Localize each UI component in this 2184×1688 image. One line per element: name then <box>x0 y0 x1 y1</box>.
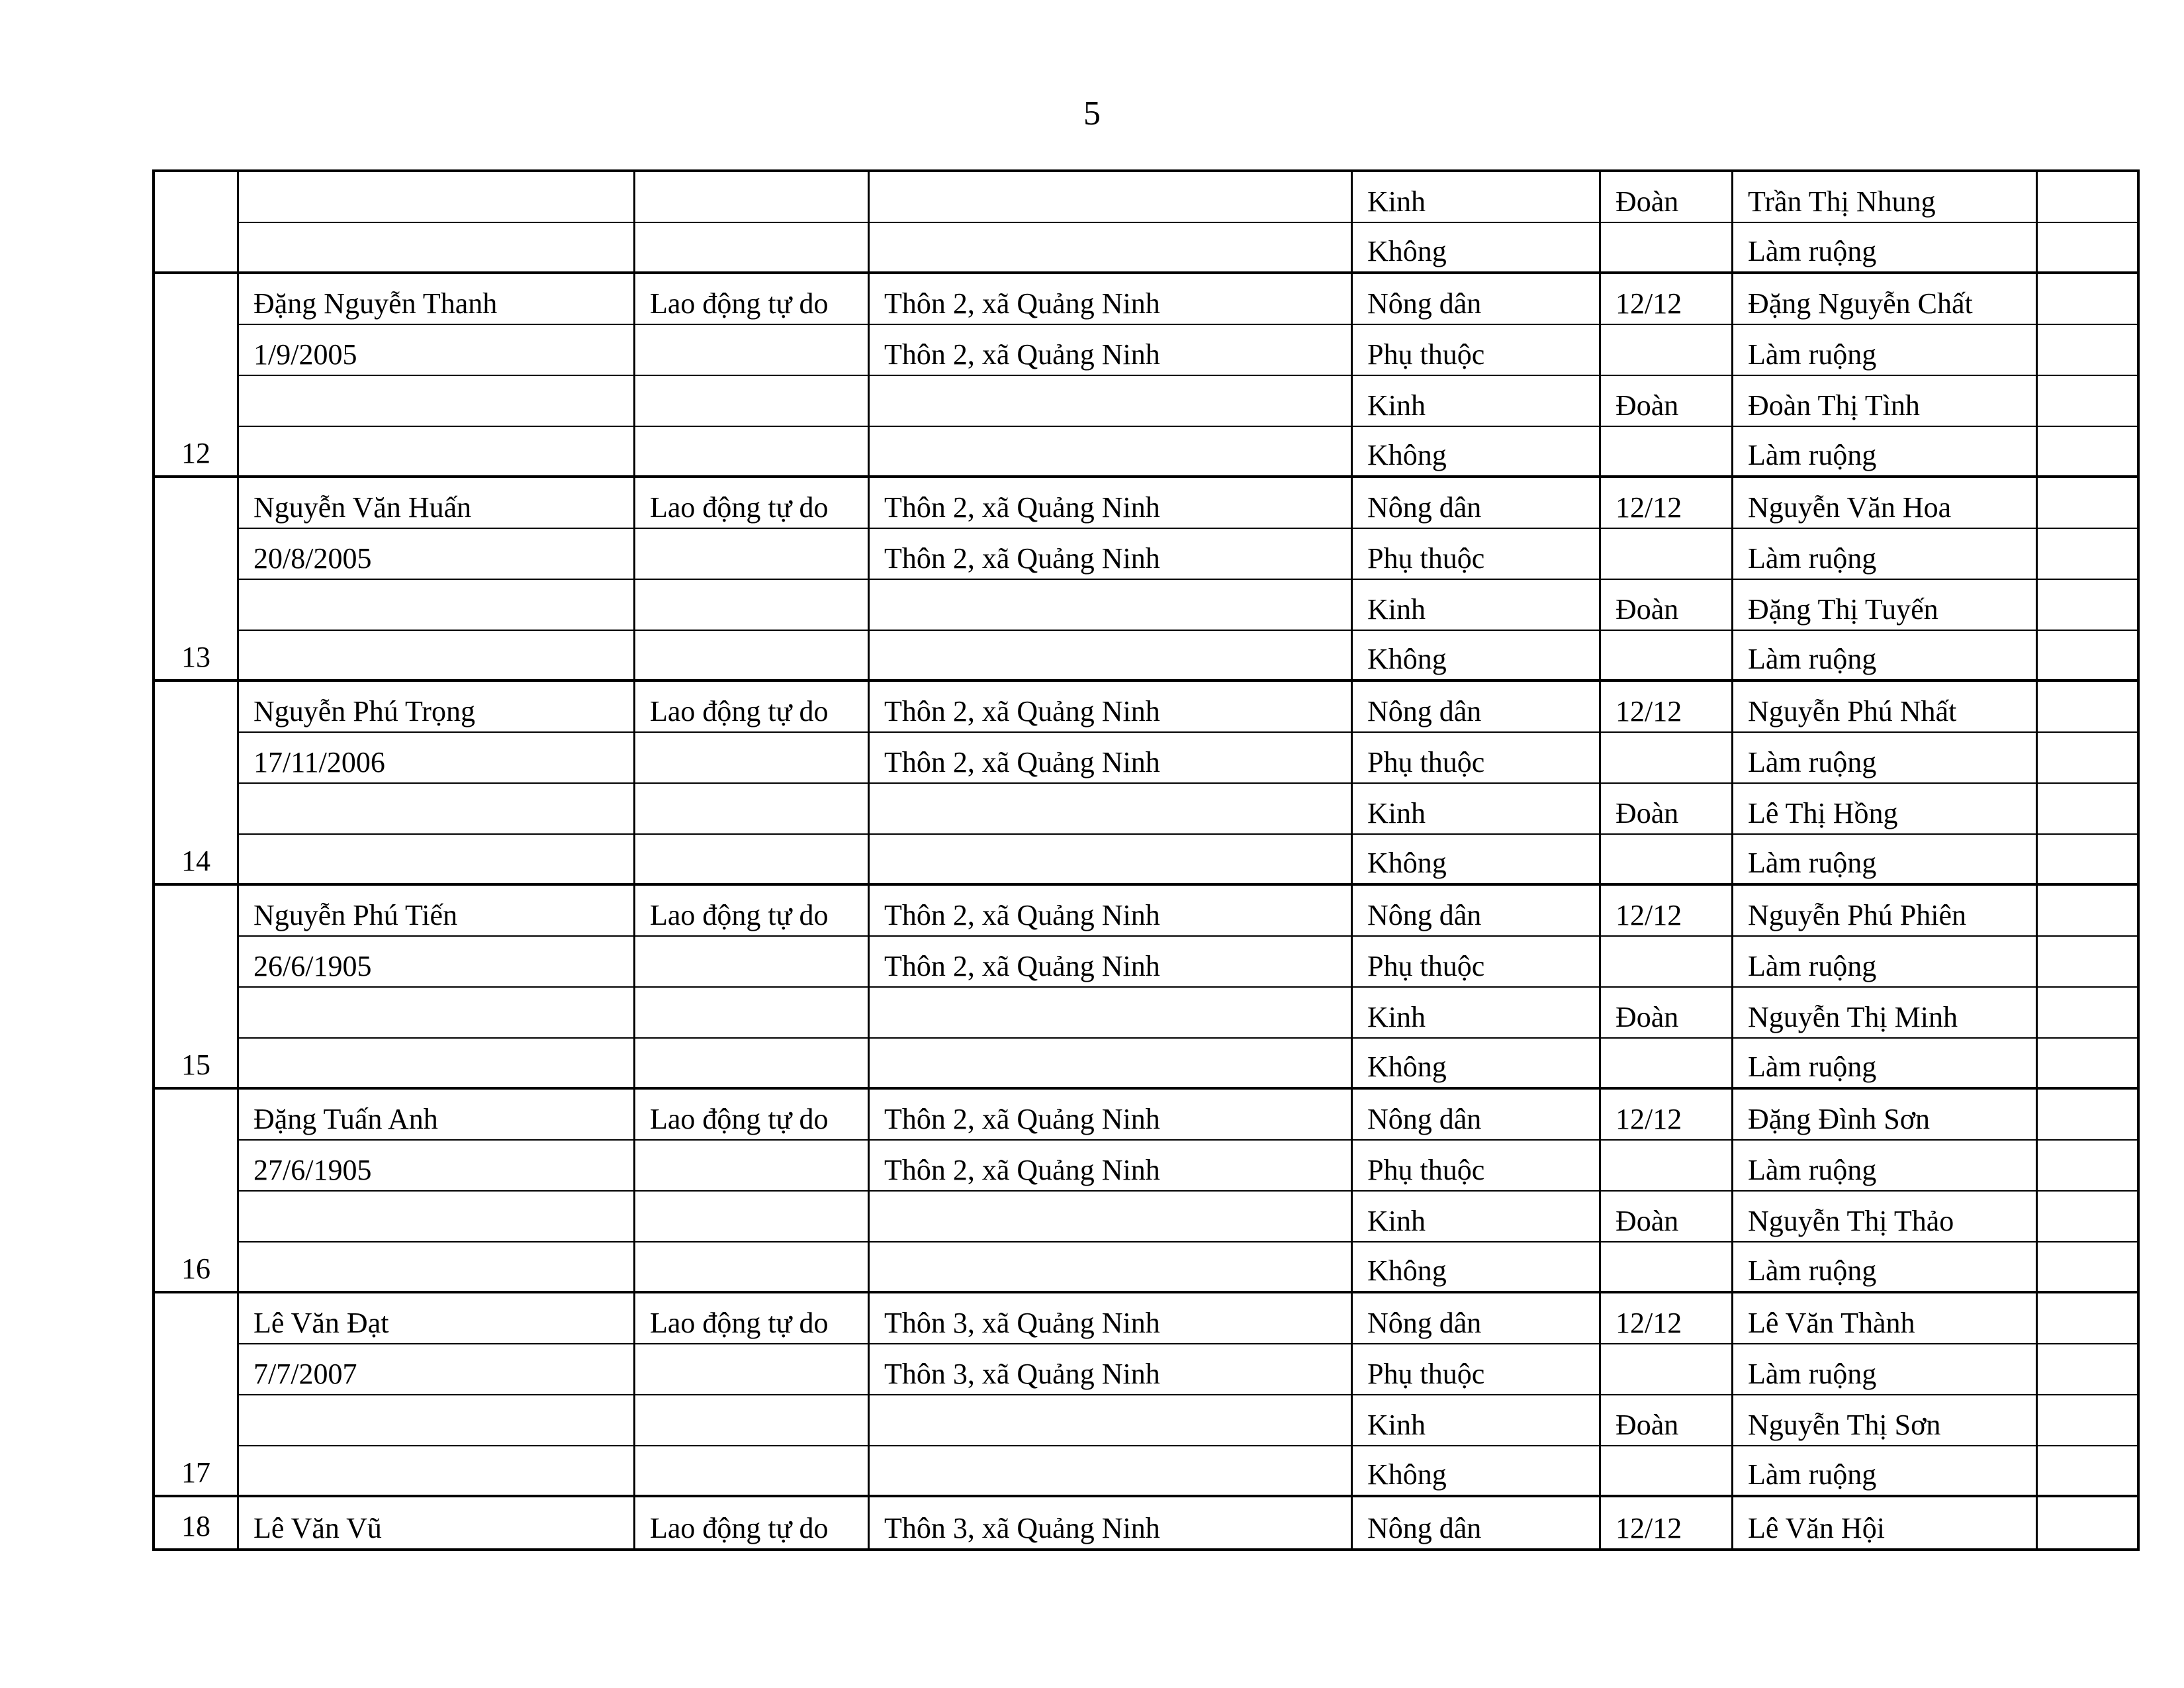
occupation-cell <box>635 427 870 478</box>
status-cell: Phụ thuộc <box>1353 937 1601 988</box>
name-dob-cell <box>239 580 635 631</box>
empty-cell <box>2038 835 2137 886</box>
relative-occupation-cell: Làm ruộng <box>1733 835 2038 886</box>
education-union-cell <box>1601 223 1733 274</box>
address-cell: Thôn 2, xã Quảng Ninh <box>870 529 1353 580</box>
education-union-cell <box>1601 1141 1733 1192</box>
status-cell: Không <box>1353 1446 1601 1497</box>
education-union-cell: Đoàn <box>1601 1395 1733 1446</box>
education-union-cell <box>1601 835 1733 886</box>
occupation-cell: Lao động tự do <box>635 886 870 937</box>
occupation-cell <box>635 733 870 784</box>
name-dob-cell: 7/7/2007 <box>239 1344 635 1395</box>
relative-occupation-cell: Làm ruộng <box>1733 1039 2038 1090</box>
address-cell <box>870 1039 1353 1090</box>
status-cell: Kinh <box>1353 1395 1601 1446</box>
education-union-cell: 12/12 <box>1601 1090 1733 1141</box>
status-cell: Kinh <box>1353 988 1601 1039</box>
empty-cell <box>2038 988 2137 1039</box>
record-number-cell <box>155 172 239 274</box>
empty-cell <box>2038 376 2137 427</box>
status-cell: Nông dân <box>1353 274 1601 325</box>
empty-cell <box>2038 631 2137 682</box>
status-cell: Phụ thuộc <box>1353 1344 1601 1395</box>
occupation-cell <box>635 1039 870 1090</box>
education-union-cell <box>1601 427 1733 478</box>
name-dob-cell <box>239 376 635 427</box>
education-union-cell: Đoàn <box>1601 784 1733 835</box>
name-dob-cell <box>239 1039 635 1090</box>
address-cell <box>870 223 1353 274</box>
occupation-cell: Lao động tự do <box>635 1090 870 1141</box>
status-cell: Kinh <box>1353 784 1601 835</box>
occupation-cell: Lao động tự do <box>635 274 870 325</box>
address-cell <box>870 376 1353 427</box>
address-cell: Thôn 2, xã Quảng Ninh <box>870 886 1353 937</box>
status-cell: Kinh <box>1353 1192 1601 1243</box>
address-cell: Thôn 2, xã Quảng Ninh <box>870 733 1353 784</box>
record-number-cell: 16 <box>155 1090 239 1293</box>
occupation-cell <box>635 1446 870 1497</box>
name-dob-cell: 20/8/2005 <box>239 529 635 580</box>
education-union-cell: Đoàn <box>1601 1192 1733 1243</box>
name-dob-cell: Nguyễn Phú Trọng <box>239 682 635 733</box>
relative-occupation-cell: Làm ruộng <box>1733 1344 2038 1395</box>
education-union-cell: Đoàn <box>1601 580 1733 631</box>
status-cell: Nông dân <box>1353 682 1601 733</box>
occupation-cell <box>635 784 870 835</box>
address-cell: Thôn 2, xã Quảng Ninh <box>870 1090 1353 1141</box>
education-union-cell: Đoàn <box>1601 376 1733 427</box>
relative-occupation-cell: Nguyễn Văn Hoa <box>1733 478 2038 529</box>
occupation-cell: Lao động tự do <box>635 1293 870 1344</box>
education-union-cell <box>1601 1446 1733 1497</box>
status-cell: Phụ thuộc <box>1353 733 1601 784</box>
education-union-cell: 12/12 <box>1601 1497 1733 1548</box>
relative-occupation-cell: Lê Văn Hội <box>1733 1497 2038 1548</box>
address-cell <box>870 580 1353 631</box>
address-cell: Thôn 2, xã Quảng Ninh <box>870 478 1353 529</box>
occupation-cell: Lao động tự do <box>635 682 870 733</box>
status-cell: Nông dân <box>1353 1293 1601 1344</box>
status-cell: Nông dân <box>1353 886 1601 937</box>
relative-occupation-cell: Trần Thị Nhung <box>1733 172 2038 223</box>
occupation-cell <box>635 631 870 682</box>
name-dob-cell: Lê Văn Vũ <box>239 1497 635 1548</box>
name-dob-cell <box>239 1243 635 1293</box>
address-cell <box>870 1192 1353 1243</box>
name-dob-cell <box>239 223 635 274</box>
status-cell: Phụ thuộc <box>1353 325 1601 376</box>
address-cell <box>870 784 1353 835</box>
address-cell: Thôn 2, xã Quảng Ninh <box>870 325 1353 376</box>
education-union-cell: Đoàn <box>1601 988 1733 1039</box>
name-dob-cell <box>239 1192 635 1243</box>
occupation-cell <box>635 937 870 988</box>
status-cell: Phụ thuộc <box>1353 529 1601 580</box>
empty-cell <box>2038 1141 2137 1192</box>
education-union-cell: 12/12 <box>1601 682 1733 733</box>
address-cell: Thôn 2, xã Quảng Ninh <box>870 274 1353 325</box>
occupation-cell <box>635 223 870 274</box>
name-dob-cell <box>239 1395 635 1446</box>
name-dob-cell <box>239 172 635 223</box>
education-union-cell: 12/12 <box>1601 886 1733 937</box>
relative-occupation-cell: Làm ruộng <box>1733 427 2038 478</box>
name-dob-cell: Lê Văn Đạt <box>239 1293 635 1344</box>
education-union-cell <box>1601 631 1733 682</box>
address-cell <box>870 172 1353 223</box>
address-cell: Thôn 2, xã Quảng Ninh <box>870 682 1353 733</box>
address-cell <box>870 1395 1353 1446</box>
empty-cell <box>2038 784 2137 835</box>
name-dob-cell: 17/11/2006 <box>239 733 635 784</box>
occupation-cell <box>635 835 870 886</box>
status-cell: Không <box>1353 835 1601 886</box>
relative-occupation-cell: Đoàn Thị Tình <box>1733 376 2038 427</box>
address-cell <box>870 988 1353 1039</box>
page-number: 5 <box>1083 95 1101 132</box>
relative-occupation-cell: Đặng Đình Sơn <box>1733 1090 2038 1141</box>
occupation-cell <box>635 988 870 1039</box>
status-cell: Nông dân <box>1353 1497 1601 1548</box>
empty-cell <box>2038 274 2137 325</box>
record-number-cell: 18 <box>155 1497 239 1548</box>
relative-occupation-cell: Nguyễn Thị Minh <box>1733 988 2038 1039</box>
records-table <box>152 169 2140 1551</box>
relative-occupation-cell: Làm ruộng <box>1733 1141 2038 1192</box>
empty-cell <box>2038 1344 2137 1395</box>
name-dob-cell <box>239 427 635 478</box>
relative-occupation-cell: Làm ruộng <box>1733 529 2038 580</box>
occupation-cell <box>635 1141 870 1192</box>
relative-occupation-cell: Làm ruộng <box>1733 223 2038 274</box>
status-cell: Không <box>1353 427 1601 478</box>
empty-cell <box>2038 1039 2137 1090</box>
empty-cell <box>2038 1446 2137 1497</box>
empty-cell <box>2038 172 2137 223</box>
status-cell: Không <box>1353 631 1601 682</box>
status-cell: Kinh <box>1353 580 1601 631</box>
address-cell <box>870 1243 1353 1293</box>
education-union-cell <box>1601 937 1733 988</box>
empty-cell <box>2038 223 2137 274</box>
status-cell: Không <box>1353 223 1601 274</box>
relative-occupation-cell: Nguyễn Phú Phiên <box>1733 886 2038 937</box>
relative-occupation-cell: Nguyễn Phú Nhất <box>1733 682 2038 733</box>
empty-cell <box>2038 1192 2137 1243</box>
empty-cell <box>2038 1090 2137 1141</box>
record-number-cell: 12 <box>155 274 239 478</box>
relative-occupation-cell: Lê Văn Thành <box>1733 1293 2038 1344</box>
empty-cell <box>2038 427 2137 478</box>
occupation-cell <box>635 376 870 427</box>
occupation-cell <box>635 1344 870 1395</box>
name-dob-cell: 26/6/1905 <box>239 937 635 988</box>
relative-occupation-cell: Làm ruộng <box>1733 325 2038 376</box>
name-dob-cell: 1/9/2005 <box>239 325 635 376</box>
occupation-cell: Lao động tự do <box>635 478 870 529</box>
name-dob-cell: Nguyễn Phú Tiến <box>239 886 635 937</box>
relative-occupation-cell: Đặng Nguyễn Chất <box>1733 274 2038 325</box>
status-cell: Phụ thuộc <box>1353 1141 1601 1192</box>
record-number-cell: 15 <box>155 886 239 1090</box>
education-union-cell <box>1601 1344 1733 1395</box>
relative-occupation-cell: Lê Thị Hồng <box>1733 784 2038 835</box>
relative-occupation-cell: Nguyễn Thị Sơn <box>1733 1395 2038 1446</box>
education-union-cell <box>1601 325 1733 376</box>
occupation-cell <box>635 172 870 223</box>
name-dob-cell: Nguyễn Văn Huấn <box>239 478 635 529</box>
name-dob-cell <box>239 1446 635 1497</box>
relative-occupation-cell: Nguyễn Thị Thảo <box>1733 1192 2038 1243</box>
empty-cell <box>2038 1395 2137 1446</box>
occupation-cell <box>635 1243 870 1293</box>
record-number-cell: 17 <box>155 1293 239 1497</box>
education-union-cell: 12/12 <box>1601 478 1733 529</box>
address-cell: Thôn 2, xã Quảng Ninh <box>870 937 1353 988</box>
name-dob-cell: Đặng Nguyễn Thanh <box>239 274 635 325</box>
relative-occupation-cell: Làm ruộng <box>1733 1446 2038 1497</box>
name-dob-cell <box>239 784 635 835</box>
address-cell: Thôn 2, xã Quảng Ninh <box>870 1141 1353 1192</box>
relative-occupation-cell: Làm ruộng <box>1733 733 2038 784</box>
empty-cell <box>2038 682 2137 733</box>
name-dob-cell <box>239 631 635 682</box>
occupation-cell <box>635 325 870 376</box>
address-cell <box>870 835 1353 886</box>
status-cell: Nông dân <box>1353 1090 1601 1141</box>
status-cell: Kinh <box>1353 172 1601 223</box>
empty-cell <box>2038 733 2137 784</box>
education-union-cell <box>1601 529 1733 580</box>
empty-cell <box>2038 478 2137 529</box>
occupation-cell: Lao động tự do <box>635 1497 870 1548</box>
relative-occupation-cell: Làm ruộng <box>1733 937 2038 988</box>
status-cell: Không <box>1353 1039 1601 1090</box>
status-cell: Kinh <box>1353 376 1601 427</box>
address-cell: Thôn 3, xã Quảng Ninh <box>870 1344 1353 1395</box>
address-cell <box>870 427 1353 478</box>
empty-cell <box>2038 1293 2137 1344</box>
education-union-cell: 12/12 <box>1601 1293 1733 1344</box>
address-cell: Thôn 3, xã Quảng Ninh <box>870 1497 1353 1548</box>
address-cell <box>870 1446 1353 1497</box>
name-dob-cell: Đặng Tuấn Anh <box>239 1090 635 1141</box>
relative-occupation-cell: Đặng Thị Tuyến <box>1733 580 2038 631</box>
empty-cell <box>2038 1243 2137 1293</box>
relative-occupation-cell: Làm ruộng <box>1733 631 2038 682</box>
name-dob-cell: 27/6/1905 <box>239 1141 635 1192</box>
empty-cell <box>2038 937 2137 988</box>
empty-cell <box>2038 529 2137 580</box>
name-dob-cell <box>239 835 635 886</box>
address-cell <box>870 631 1353 682</box>
education-union-cell: Đoàn <box>1601 172 1733 223</box>
empty-cell <box>2038 1497 2137 1548</box>
occupation-cell <box>635 1192 870 1243</box>
status-cell: Không <box>1353 1243 1601 1293</box>
occupation-cell <box>635 1395 870 1446</box>
education-union-cell <box>1601 733 1733 784</box>
occupation-cell <box>635 580 870 631</box>
education-union-cell: 12/12 <box>1601 274 1733 325</box>
record-number-cell: 13 <box>155 478 239 682</box>
relative-occupation-cell: Làm ruộng <box>1733 1243 2038 1293</box>
empty-cell <box>2038 886 2137 937</box>
status-cell: Nông dân <box>1353 478 1601 529</box>
record-number-cell: 14 <box>155 682 239 886</box>
empty-cell <box>2038 325 2137 376</box>
empty-cell <box>2038 580 2137 631</box>
address-cell: Thôn 3, xã Quảng Ninh <box>870 1293 1353 1344</box>
name-dob-cell <box>239 988 635 1039</box>
education-union-cell <box>1601 1039 1733 1090</box>
occupation-cell <box>635 529 870 580</box>
education-union-cell <box>1601 1243 1733 1293</box>
